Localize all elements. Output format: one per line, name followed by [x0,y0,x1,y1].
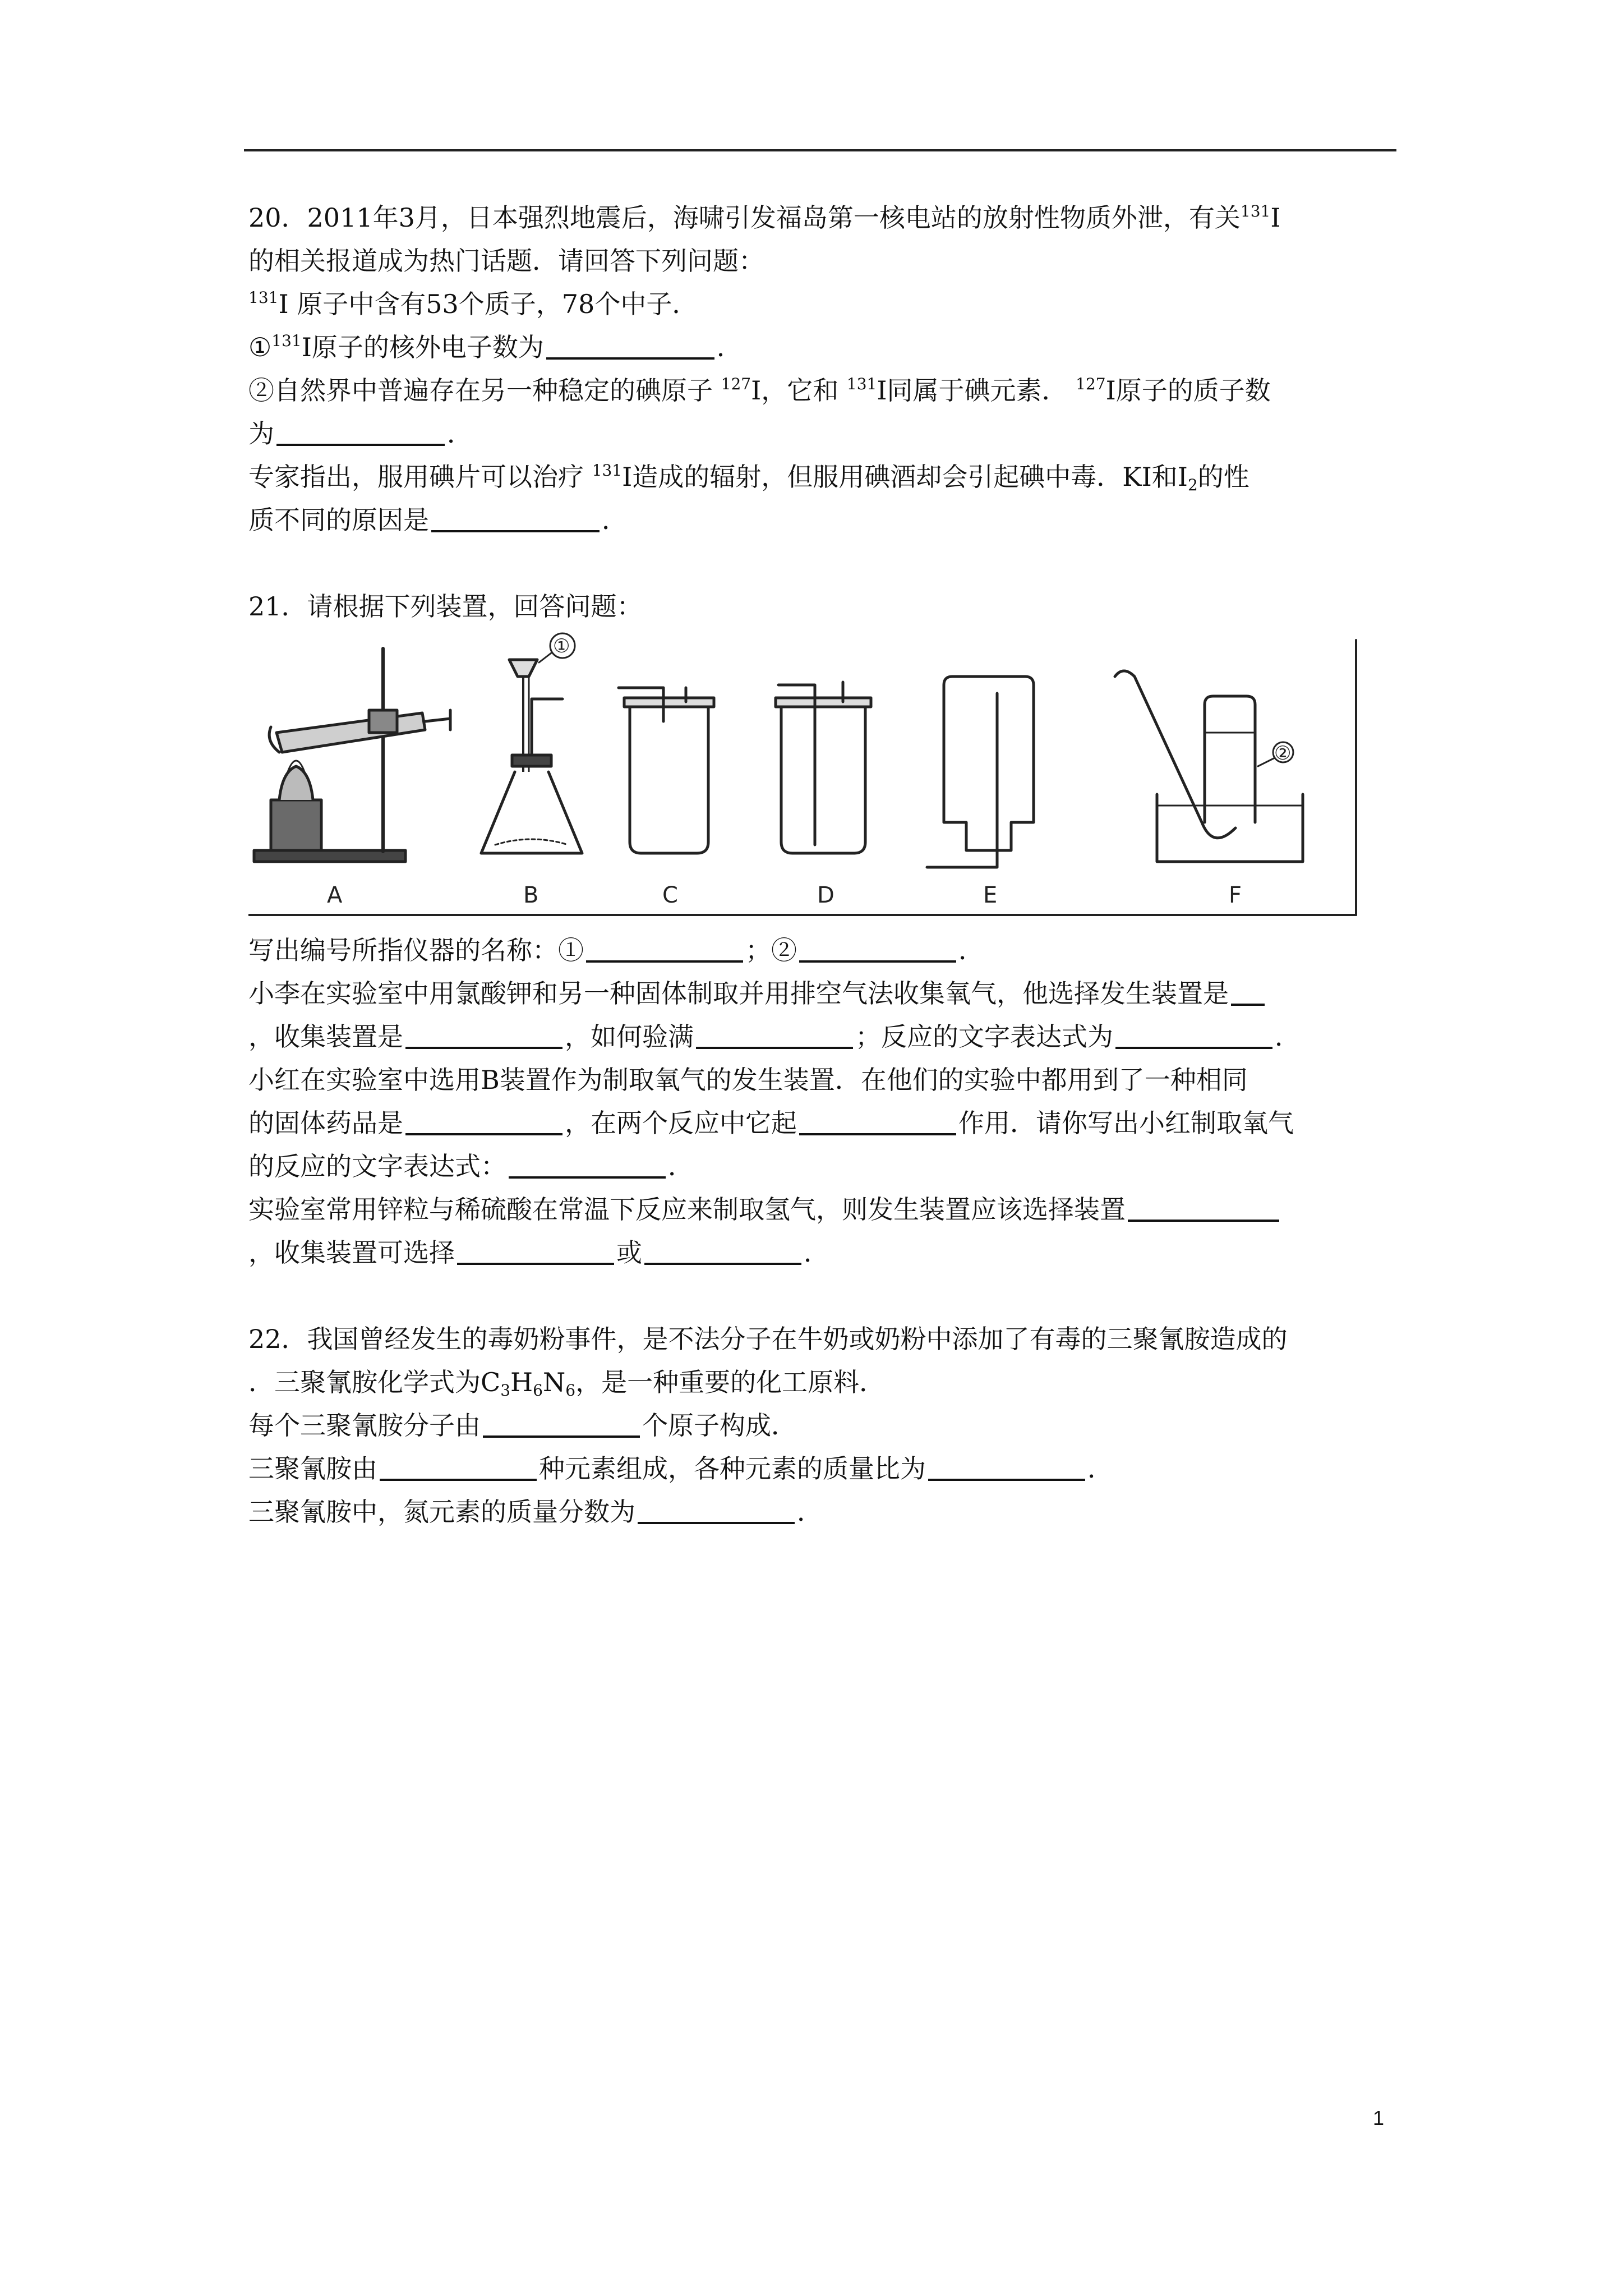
question-21 [248,585,1398,1274]
answer-blank[interactable] [644,1235,801,1265]
apparatus-e [927,677,1034,867]
q20-line-8: 质不同的原因是 ． [248,499,1398,542]
apparatus-c [619,688,714,853]
header-rule [244,149,1396,151]
answer-blank[interactable] [1128,1191,1279,1222]
page-number: 1 [1373,2106,1385,2129]
apparatus-a [254,648,450,862]
answer-blank[interactable] [638,1494,795,1524]
answer-blank[interactable] [1115,1019,1272,1049]
answer-blank[interactable] [586,932,743,963]
apparatus-b [481,633,582,853]
q20-line-6: 为 ． [248,412,1398,455]
apparatus-label-c: C [662,882,678,908]
q20-line-1: 20．2011年3月，日本强烈地震后，海啸引发福岛第一核电站的放射性物质外泄，有关$^{131}$I [248,202,1281,233]
apparatus-figure [248,632,1370,923]
answer-blank[interactable] [509,1148,666,1179]
answer-blank[interactable] [799,932,956,963]
q22-line-4: 三聚氰胺由 种元素组成，各种元素的质量比为 ． [248,1447,1398,1490]
apparatus-label-b: B [523,882,539,908]
q22-line-2: ．三聚氰胺化学式为$C_3H_6N_6$，是一种重要的化工原料． [248,1367,886,1400]
q22-line-5: 三聚氰胺中，氮元素的质量分数为 ． [248,1490,1398,1534]
q21-line-1: 写出编号所指仪器的名称：① ；② ． [248,929,1398,972]
answer-blank[interactable] [799,1105,956,1135]
q20-line-4: ①$^{131}$I原子的核外电子数为 ． [248,326,1398,369]
apparatus-label-d: D [817,882,834,908]
q20-line-5: ②自然界中普遍存在另一种稳定的碘原子 $^{127}$I，它和 $^{131}$I同属于碘元素． $^{127}$I原子的质子数 [248,375,1271,406]
q21-line-4: 小红在实验室中选用B装置作为制取氧气的发生装置．在他们的实验中都用到了一种相同 [248,1065,1248,1095]
answer-blank[interactable] [483,1407,640,1438]
question-22 [248,1318,1398,1534]
q22-line-3: 每个三聚氰胺分子由 个原子构成． [248,1404,1398,1447]
answer-blank[interactable] [405,1019,562,1049]
answer-blank[interactable] [431,502,600,532]
q21-line-2: 小李在实验室中用氯酸钾和另一种固体制取并用排空气法收集氧气，他选择发生装置是 [248,972,1398,1015]
apparatus-label-e: E [983,882,998,908]
apparatus-drawing [248,632,1370,923]
q21-line-3: ，收集装置是 ，如何验满 ；反应的文字表达式为 ． [248,1015,1398,1059]
question-20 [248,196,1398,542]
answer-blank[interactable] [276,416,445,446]
q21-title: 21．请根据下列装置，回答问题： [248,591,643,622]
apparatus-label-a: A [327,882,343,908]
q20-line-3: $^{131}$I 原子中含有53个质子，78个中子． [248,288,698,319]
q22-line-1: 22．我国曾经发生的毒奶粉事件，是不法分子在牛奶或奶粉中添加了有毒的三聚氰胺造成的 [248,1324,1288,1354]
apparatus-f [1115,671,1303,862]
answer-blank[interactable] [696,1019,853,1049]
answer-blank[interactable] [546,329,714,360]
answer-blank[interactable] [380,1451,537,1481]
q20-line-7: 专家指出，服用碘片可以治疗 $^{131}$I造成的辐射，但服用碘酒却会引起碘中毒．KI和$I_2$的性 [248,461,1249,494]
answer-blank[interactable] [405,1105,562,1135]
answer-blank[interactable] [457,1235,614,1265]
apparatus-d [776,682,871,853]
q21-line-8: ，收集装置可选择 或 ． [248,1231,1398,1274]
document-body [248,196,1398,1534]
q21-line-5: 的固体药品是 ，在两个反应中它起 作用．请你写出小红制取氧气 [248,1102,1398,1145]
q21-line-7: 实验室常用锌粒与稀硫酸在常温下反应来制取氢气，则发生装置应该选择装置 [248,1188,1398,1231]
apparatus-label-f: F [1229,882,1242,908]
answer-blank[interactable] [928,1451,1085,1481]
q20-line-2: 的相关报道成为热门话题．请回答下列问题： [248,246,764,276]
marker-1: ① [553,635,570,657]
answer-blank[interactable] [1231,976,1265,1006]
marker-2: ② [1274,742,1292,765]
q21-line-6: 的反应的文字表达式： ． [248,1145,1398,1188]
